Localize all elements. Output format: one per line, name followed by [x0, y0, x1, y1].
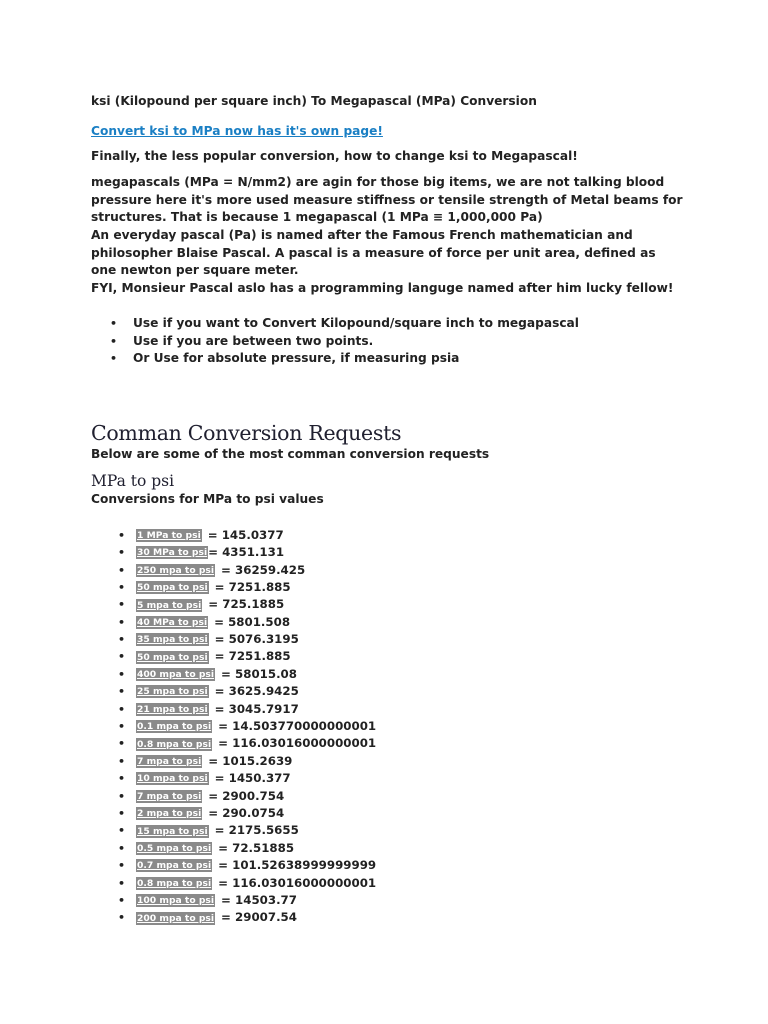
conversion-link[interactable]: 250 mpa to psi — [137, 564, 215, 576]
list-item — [91, 875, 691, 892]
list-item: • Use if you are between two points. — [91, 333, 691, 350]
list-item — [91, 701, 691, 718]
list-item — [91, 840, 691, 857]
conversion-value: = 5801.508 — [214, 614, 291, 629]
conversion-link[interactable]: 100 mpa to psi — [137, 895, 215, 907]
conversion-value: = 3045.7917 — [214, 701, 299, 716]
conversion-link[interactable]: 200 mpa to psi — [137, 912, 215, 924]
conversion-link[interactable]: 50 mpa to psi — [137, 582, 208, 594]
conversion-value: = 7251.885 — [214, 579, 291, 594]
conversion-value: = 145.0377 — [207, 527, 284, 542]
list-item — [91, 892, 691, 909]
list-item — [91, 857, 691, 874]
conversion-value: = 72.51885 — [218, 840, 295, 855]
list-item — [91, 805, 691, 822]
conversion-value: = 116.03016000000001 — [218, 875, 377, 890]
conversion-link[interactable]: 0.8 mpa to psi — [137, 738, 212, 750]
list-item: • Use if you want to Convert Kilopound/square inch to megapascal — [91, 315, 691, 332]
conversion-value: = 36259.425 — [221, 562, 306, 577]
list-item — [91, 562, 691, 579]
conversion-link[interactable]: 40 MPa to psi — [137, 616, 208, 628]
conversion-link[interactable]: 0.1 mpa to psi — [137, 721, 212, 733]
list-item — [91, 596, 691, 613]
conversion-link[interactable]: 21 mpa to psi — [137, 703, 208, 715]
conversion-link[interactable]: 2 mpa to psi — [137, 808, 202, 820]
conversion-link[interactable]: 0.7 mpa to psi — [137, 860, 212, 872]
para-line: pressure here it's more used measure stiffness or tensile strength of Metal beams for — [91, 192, 683, 207]
conversion-link[interactable]: 0.5 mpa to psi — [137, 842, 212, 854]
list-item — [91, 614, 691, 631]
conversion-value: = 2900.754 — [208, 788, 285, 803]
list-item — [91, 683, 691, 700]
conversion-link[interactable]: 15 mpa to psi — [137, 825, 208, 837]
conversion-link[interactable]: 10 mpa to psi — [137, 773, 208, 785]
list-item: • Or Use for absolute pressure, if measuring psia — [91, 350, 691, 367]
conversion-link[interactable]: 35 mpa to psi — [137, 634, 208, 646]
para-line: one newton per square meter. — [91, 263, 299, 278]
uses-list — [91, 315, 691, 367]
mpa-psi-subtitle: Conversions for MPa to psi values — [91, 492, 324, 507]
para-line: FYI, Monsieur Pascal aslo has a programming languge named after him lucky fellow! — [91, 280, 674, 295]
conversion-value: = 14503.77 — [221, 892, 297, 907]
list-item — [91, 666, 691, 683]
conversion-link[interactable]: 7 mpa to psi — [137, 756, 202, 768]
para-line: megapascals (MPa = N/mm2) are agin for those big items, we are not talking blood — [91, 175, 665, 190]
mpa-psi-heading: MPa to psi — [91, 472, 175, 491]
conversion-link[interactable]: 50 mpa to psi — [137, 651, 208, 663]
list-item — [91, 544, 691, 561]
conversion-link[interactable]: 7 mpa to psi — [137, 790, 202, 802]
conversion-value: = 58015.08 — [221, 666, 297, 681]
conversion-value: = 4351.131 — [208, 545, 285, 560]
list-item — [91, 822, 691, 839]
conversion-link[interactable]: 0.8 mpa to psi — [137, 877, 212, 889]
para-line: An everyday pascal (Pa) is named after the Famous French mathematician and — [91, 227, 633, 242]
conversion-link[interactable]: 25 mpa to psi — [137, 686, 208, 698]
list-item — [91, 631, 691, 648]
conversion-link[interactable]: 1 MPa to psi — [137, 529, 201, 541]
conversion-value: = 2175.5655 — [214, 823, 299, 838]
conversion-value: = 1450.377 — [214, 771, 291, 786]
requests-heading — [91, 420, 691, 446]
document-page — [91, 93, 691, 927]
conversion-value: = 7251.885 — [214, 649, 291, 664]
intro-paragraph — [91, 174, 691, 297]
conversion-link[interactable]: 5 mpa to psi — [137, 599, 202, 611]
convert-ksi-mpa-link[interactable]: Convert ksi to MPa now has it's own page! — [91, 123, 383, 138]
para-line: structures. That is because 1 megapascal (1 MPa ≡ 1,000,000 Pa) — [91, 210, 543, 225]
conversion-value: = 1015.2639 — [208, 753, 293, 768]
intro-finally: Finally, the less popular conversion, how to change ksi to Megapascal! — [91, 148, 578, 163]
requests-subtitle: Below are some of the most comman conversion requests — [91, 446, 490, 461]
list-item — [91, 527, 691, 544]
list-item — [91, 770, 691, 787]
list-item — [91, 788, 691, 805]
conversion-value: = 29007.54 — [221, 910, 297, 925]
conversion-value: = 101.52638999999999 — [218, 858, 377, 873]
list-item — [91, 648, 691, 665]
conversion-value: = 116.03016000000001 — [218, 736, 377, 751]
conversion-value: = 3625.9425 — [214, 684, 299, 699]
list-item — [91, 735, 691, 752]
list-item — [91, 579, 691, 596]
para-line: philosopher Blaise Pascal. A pascal is a measure of force per unit area, defined as — [91, 245, 656, 260]
conversion-value: = 725.1885 — [208, 597, 285, 612]
conversion-value: = 290.0754 — [208, 806, 285, 820]
intro-title: ksi (Kilopound per square inch) To Megapascal (MPa) Conversion — [91, 94, 537, 108]
mpa-psi-list — [91, 527, 691, 927]
list-item — [91, 718, 691, 735]
conversion-value: = 5076.3195 — [214, 632, 299, 647]
conversion-link[interactable]: 400 mpa to psi — [137, 669, 215, 681]
conversion-value: = 14.503770000000001 — [218, 719, 377, 734]
conversion-link[interactable]: 30 MPa to psi — [137, 547, 208, 559]
requests-heading-text: Comman Conversion Requests — [91, 420, 402, 445]
list-item — [91, 753, 691, 770]
list-item — [91, 909, 691, 926]
